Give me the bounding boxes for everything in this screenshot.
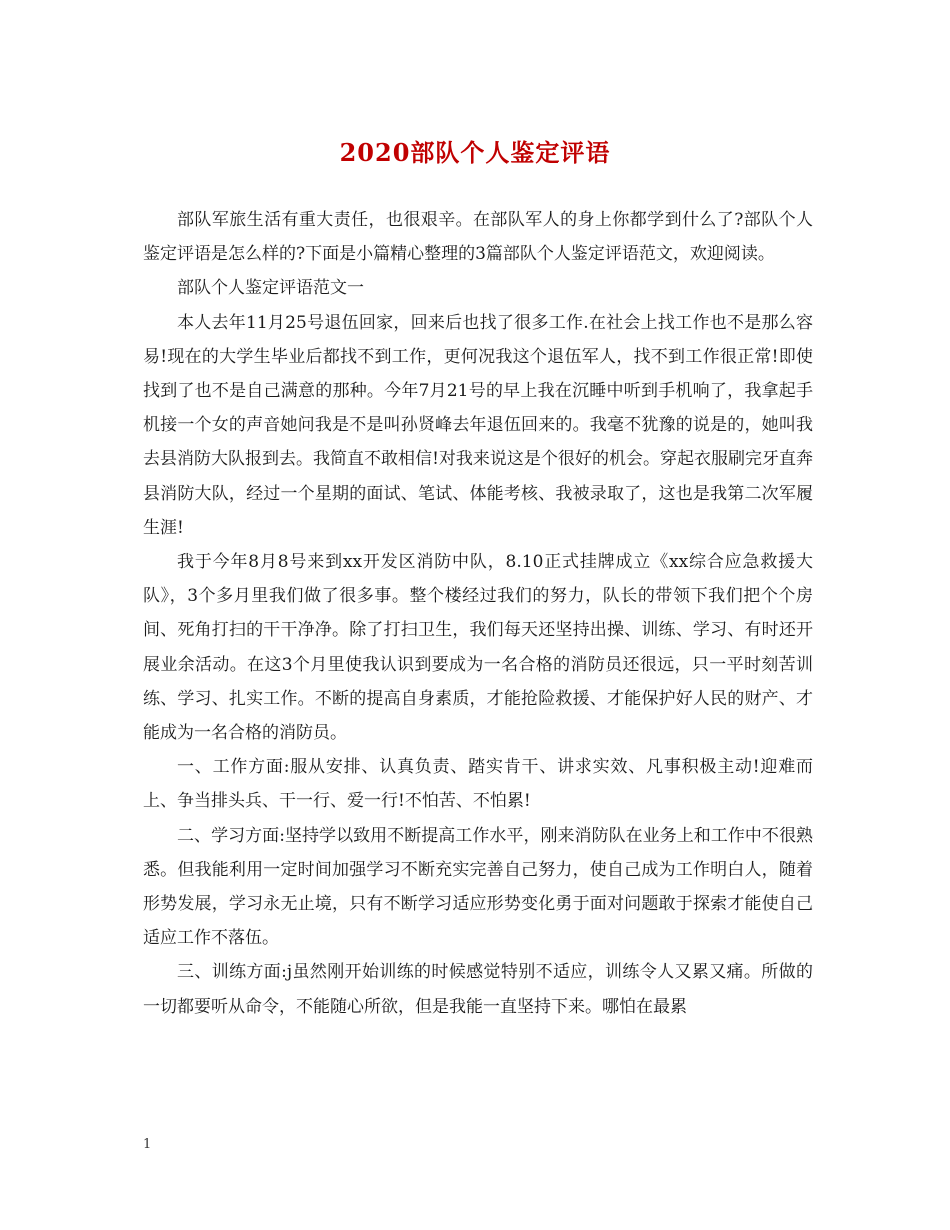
body-paragraph: 本人去年11月25号退伍回家，回来后也找了很多工作.在社会上找工作也不是那么容易!现在的大学生毕业后都找不到工作，更何况我这个退伍军人，找不到工作很正常!即使找到了也不是自己满意的那种。今年7月21号的早上我在沉睡中听到手机响了，我拿起手机接一个女的声音她问我是不是叫孙贤峰去年退伍回来的。我毫不犹豫的说是的，她叫我去县消防大队报到去。我简直不敢相信!对我来说这是个很好的机会。穿起衣服刷完牙直奔县消防大队，经过一个星期的面试、笔试、体能考核、我被录取了，这也是我第二次军履生涯! — [143, 312, 813, 538]
section-heading: 部队个人鉴定评语范文一 — [177, 278, 364, 299]
work-aspect-paragraph: 一、工作方面:服从安排、认真负责、踏实肯干、讲求实效、凡事积极主动!迎难而上、争当排头兵、干一行、爱一行!不怕苦、不怕累! — [143, 757, 813, 812]
body-paragraph: 我于今年8月8号来到xx开发区消防中队，8.10正式挂牌成立《xx综合应急救援大队》，3个多月里我们做了很多事。整个楼经过我们的努力，队长的带领下我们把个个房间、死角打扫的干干净净。除了打扫卫生，我们每天还坚持出操、训练、学习、有时还开展业余活动。在这3个月里使我认识到要成为一名合格的消防员还很远，只一平时刻苦训练、学习、扎实工作。不断的提高自身素质，才能抢险救援、才能保护好人民的财产、才能成为一名合格的消防员。 — [143, 552, 813, 744]
intro-paragraph: 部队军旅生活有重大责任，也很艰辛。在部队军人的身上你都学到什么了?部队个人鉴定评语是怎么样的?下面是小篇精心整理的3篇部队个人鉴定评语范文，欢迎阅读。 — [143, 210, 813, 265]
training-aspect-paragraph: 三、训练方面:j虽然刚开始训练的时候感觉特别不适应，训练令人又累又痛。所做的一切都要听从命令，不能随心所欲，但是我能一直坚持下来。哪怕在最累 — [143, 962, 813, 1017]
document-title: 2020部队个人鉴定评语 — [339, 138, 611, 167]
document-body — [143, 203, 813, 1024]
study-aspect-paragraph: 二、学习方面:坚持学以致用不断提高工作水平，刚来消防队在业务上和工作中不很熟悉。但我能利用一定时间加强学习不断充实完善自己努力，使自己成为工作明白人，随着形势发展，学习永无止境，只有不断学习适应形势变化勇于面对问题敢于探索才能使自己适应工作不落伍。 — [143, 825, 813, 949]
page-number: 1 — [143, 1137, 152, 1152]
